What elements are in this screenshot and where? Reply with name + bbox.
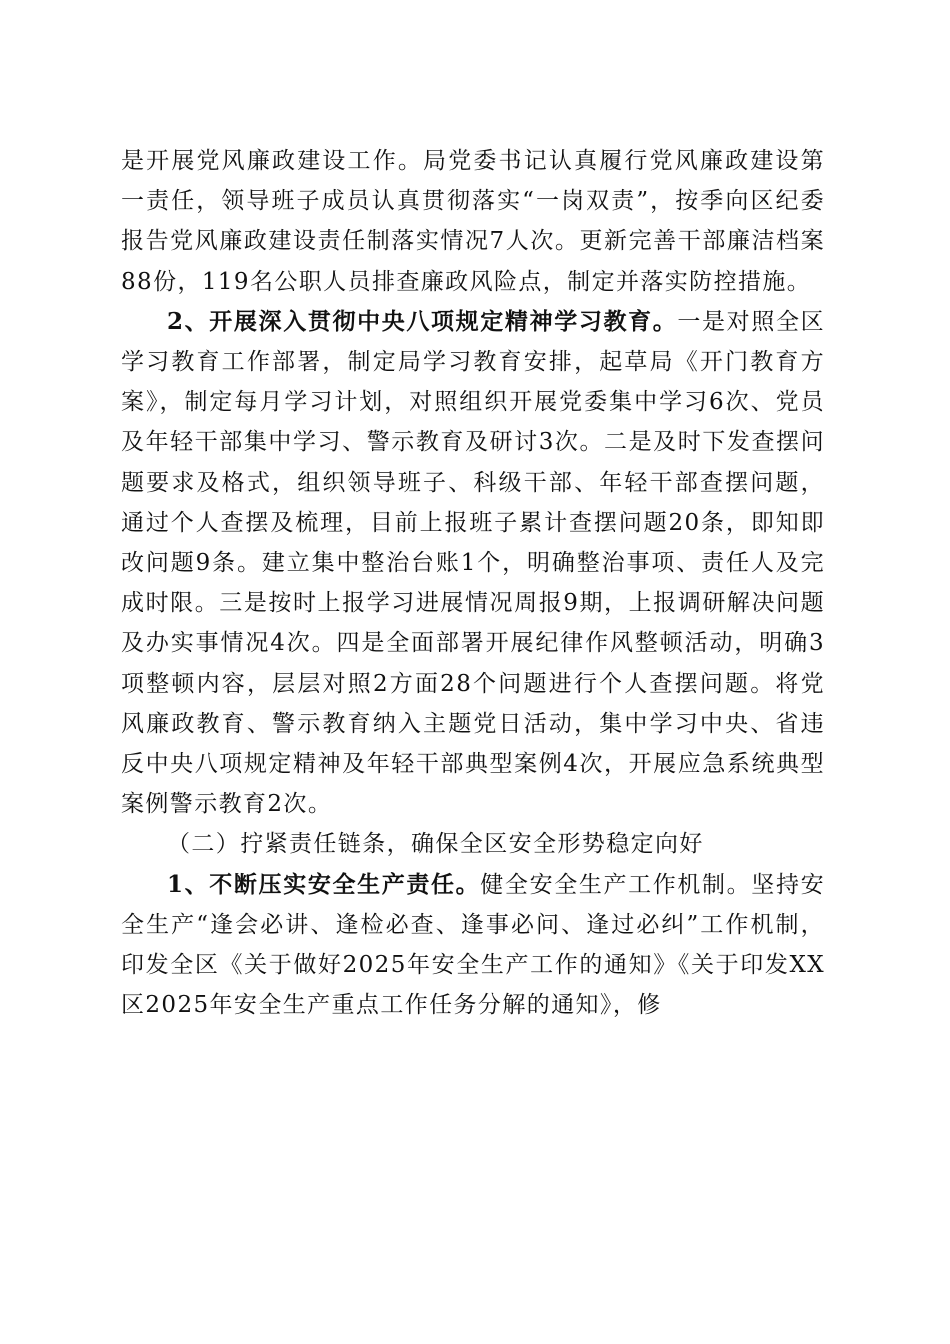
paragraph-text: 是开展党风廉政建设工作。局党委书记认真履行党风廉政建设第一责任，领导班子成员认真贯彻落实“一岗双责”，按季向区纪委报告党风廉政建设责任制落实情况7人次。更新完善干部廉洁档案88份，119名公职人员排查廉政风险点，制定并落实防控措施。 [121, 148, 825, 295]
section-heading [121, 824, 825, 864]
paragraph-lead: 2、开展深入贯彻中央八项规定精神学习教育。 [167, 307, 678, 335]
paragraph-text: 一是对照全区学习教育工作部署，制定局学习教育安排，起草局《开门教育方案》，制定每月学习计划，对照组织开展党委集中学习6次、党员及年轻干部集中学习、警示教育及研讨3次。二是及时下发查摆问题要求及格式，组织领导班子、科级干部、年轻干部查摆问题，通过个人查摆及梳理，目前上报班子累计查摆问题20条，即知即改问题9条。建立集中整治台账1个，明确整治事项、责任人及完成时限。三是按时上报学习进展情况周报9期，上报调研解决问题及办实事情况4次。四是全面部署开展纪律作风整顿活动，明确3项整顿内容，层层对照2方面28个问题进行个人查摆问题。将党风廉政教育、警示教育纳入主题党日活动，集中学习中央、省违反中央八项规定精神及年轻干部典型案例4次，开展应急系统典型案例警示教育2次。 [121, 308, 825, 818]
paragraph-item-1 [121, 865, 825, 1026]
section-heading-text: （二）拧紧责任链条，确保全区安全形势稳定向好 [167, 831, 704, 858]
paragraph-continuation [121, 141, 825, 302]
paragraph-text: 健全安全生产工作机制。坚持安全生产“逢会必讲、逢检必查、逢事必问、逢过必纠”工作机制，印发全区《关于做好2025年安全生产工作的通知》《关于印发XX区2025年安全生产重点工作任务分解的通知》，修 [121, 871, 825, 1019]
paragraph-item-2 [121, 302, 825, 825]
paragraph-lead: 1、不断压实安全生产责任。 [167, 870, 481, 898]
document-body [121, 141, 825, 1025]
